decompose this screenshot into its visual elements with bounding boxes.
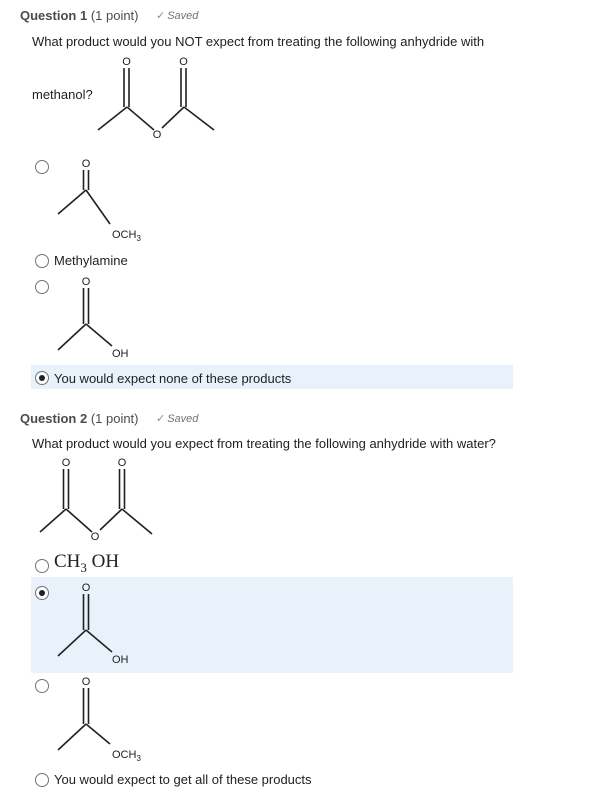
q1-option-d-label: You would expect none of these products (54, 371, 292, 386)
q2-points: (1 point) (90, 411, 139, 426)
q2-anhydride-bridge-oxygen: O (90, 531, 100, 543)
q1-prompt: What product would you NOT expect from treating the following anhydride with (32, 34, 485, 49)
q2-option-c-methyl-acetate-structure (50, 672, 160, 767)
q2-option-c-radio[interactable] (35, 679, 49, 693)
q1-option-a-methyl-acetate-structure (50, 152, 160, 247)
q2-option-c-group: $OCH_3$ (112, 749, 141, 763)
q1-option-b-radio[interactable] (35, 254, 49, 268)
q2-option-b-group: OH (112, 654, 129, 666)
q1-option-c-oxygen: O (81, 276, 91, 288)
q2-prompt: What product would you expect from treating the following anhydride with water? (32, 436, 496, 451)
q1-prompt-continued: methanol? (32, 87, 93, 102)
q2-anhydride-oxygen-1: O (61, 457, 71, 469)
checkmark-icon: ✓ (156, 10, 166, 22)
q2-option-d-label: You would expect to get all of these products (54, 772, 312, 787)
q2-label: Question 2 (20, 411, 88, 426)
q1-option-a-oxygen: O (81, 158, 91, 170)
q2-option-c-oxygen: O (81, 676, 91, 688)
q1-option-a-radio[interactable] (35, 160, 49, 174)
q1-anhydride-bridge-oxygen: O (152, 129, 162, 141)
q1-label: Question 1 (20, 8, 88, 23)
q1-option-c-group: OH (112, 348, 129, 360)
q2-anhydride-structure (32, 452, 172, 547)
q1-saved-status (156, 9, 198, 22)
q1-points: (1 point) (90, 8, 139, 23)
q2-option-a-label: $CH_3$ OH (54, 551, 120, 575)
q2-anhydride-oxygen-2: O (117, 457, 127, 469)
q1-saved-label: Saved (167, 10, 199, 22)
q1-option-c-acetic-acid-structure (50, 272, 160, 362)
q1-option-b-label: Methylamine (54, 253, 128, 268)
q1-anhydride-structure (90, 50, 230, 145)
q2-option-b-acetic-acid-structure (50, 578, 160, 668)
q1-option-a-group: $OCH_3$ (112, 229, 141, 243)
q2-option-d-radio[interactable] (35, 773, 49, 787)
q2-option-a-radio[interactable] (35, 559, 49, 573)
q1-option-d-radio[interactable] (35, 371, 49, 385)
q2-option-b-oxygen: O (81, 582, 91, 594)
q2-option-b-radio[interactable] (35, 586, 49, 600)
q2-saved-status (156, 412, 198, 425)
q2-header (20, 411, 139, 426)
q1-header (20, 8, 139, 23)
checkmark-icon: ✓ (156, 413, 166, 425)
q1-anhydride-oxygen-2: O (179, 56, 188, 68)
q2-saved-label: Saved (167, 413, 199, 425)
q1-anhydride-oxygen-1: O (122, 56, 131, 68)
q1-option-c-radio[interactable] (35, 280, 49, 294)
